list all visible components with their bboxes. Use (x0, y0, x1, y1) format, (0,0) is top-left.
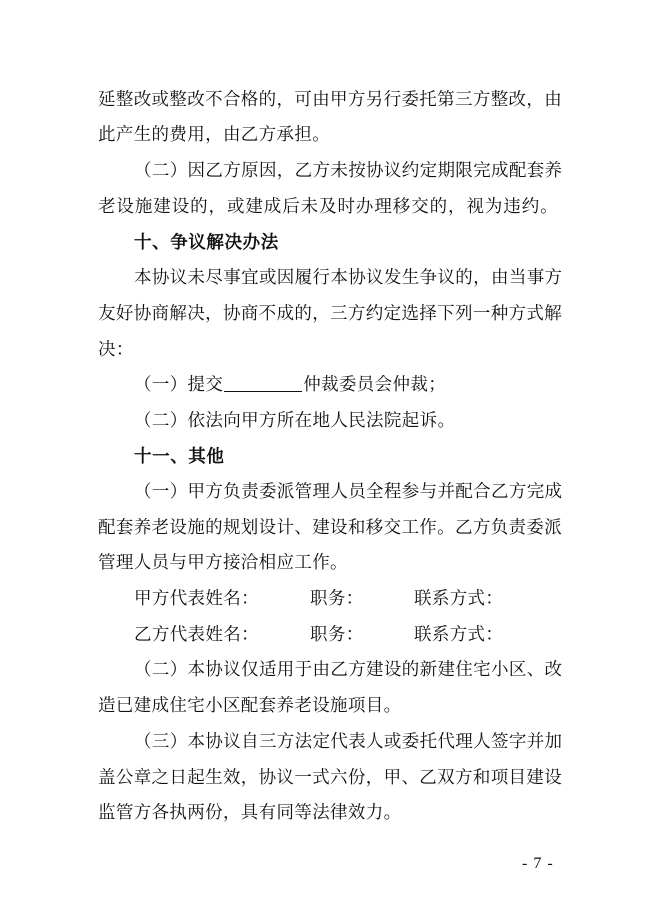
body-line: 配套养老设施的规划设计、建设和移交工作。乙方负责委派 (98, 518, 563, 538)
rep-contact-label: 联系方式： (414, 589, 504, 609)
body-line: 老设施建设的，或建成后未及时办理移交的，视为违约。 (98, 197, 558, 217)
option-suffix: 仲裁委员会仲裁； (303, 375, 447, 395)
body-line: （二）因乙方原因，乙方未按协议约定期限完成配套养 (134, 161, 563, 181)
page-number: - 7 - (522, 855, 554, 872)
body-line: 决： (98, 340, 134, 360)
rep-title-label: 职务： (310, 625, 364, 645)
rep-name-label: 甲方代表姓名： (134, 589, 259, 609)
body-line: 此产生的费用，由乙方承担。 (98, 125, 331, 145)
section-heading-other: 十一、其他 (134, 447, 225, 467)
rep-title-label: 职务： (310, 589, 364, 609)
body-line: 盖公章之日起生效，协议一式六份，甲、乙双方和项目建设 (98, 768, 563, 788)
body-line: 监管方各执两份，具有同等法律效力。 (98, 803, 402, 823)
fill-in-blank (224, 374, 302, 392)
section-heading-dispute: 十、争议解决办法 (134, 233, 279, 253)
rep-contact-label: 联系方式： (414, 625, 504, 645)
body-line: （三）本协议自三方法定代表人或委托代理人签字并加 (134, 732, 563, 752)
arbitration-option (134, 373, 558, 397)
body-line: 造已建成住宅小区配套养老设施项目。 (98, 696, 402, 716)
body-line: 友好协商解决，协商不成的，三方约定选择下列一种方式解 (98, 304, 563, 324)
body-line: 延整改或整改不合格的，可由甲方另行委托第三方整改，由 (98, 90, 563, 110)
body-line: （一）甲方负责委派管理人员全程参与并配合乙方完成 (134, 482, 563, 502)
body-line: （二）本协议仅适用于由乙方建设的新建住宅小区、改 (134, 660, 563, 680)
rep-name-label: 乙方代表姓名： (134, 625, 259, 645)
court-option: （二）依法向甲方所在地人民法院起诉。 (134, 411, 456, 431)
body-line: 本协议未尽事宜或因履行本协议发生争议的，由当事方 (134, 268, 563, 288)
body-line: 管理人员与甲方接洽相应工作。 (98, 553, 348, 573)
option-prefix: （一）提交 (134, 375, 224, 395)
